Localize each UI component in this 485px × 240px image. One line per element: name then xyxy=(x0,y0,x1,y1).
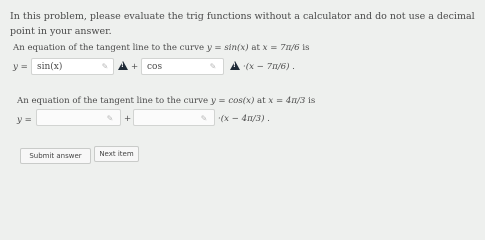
warning-icon: ! xyxy=(118,61,128,70)
q1-plus: + xyxy=(131,62,139,72)
pencil-icon[interactable]: ✎ xyxy=(106,114,114,123)
q1-answer-box-1[interactable]: sin(x) xyxy=(31,58,114,75)
question-1-prompt: An equation of the tangent line to the curve y = sin(x) at x = 7π/6 is xyxy=(13,43,310,53)
q1-tail: ·(x − 7π/6) . xyxy=(243,62,295,72)
pencil-icon[interactable]: ✎ xyxy=(200,114,208,123)
instructions-text: In this problem, please evaluate the trig functions without a calculator and do not use a decimal point in your answer. xyxy=(10,11,475,37)
warning-icon: ! xyxy=(230,61,240,70)
question-2-prompt: An equation of the tangent line to the curve y = cos(x) at x = 4π/3 is xyxy=(17,96,316,106)
q2-plus: + xyxy=(124,114,132,124)
q2-tail: ·(x − 4π/3) . xyxy=(218,114,270,124)
pencil-icon[interactable]: ✎ xyxy=(209,62,217,71)
next-item-button[interactable]: Next item xyxy=(94,146,139,162)
submit-answer-button[interactable]: Submit answer xyxy=(20,148,91,164)
pencil-icon[interactable]: ✎ xyxy=(101,62,109,71)
question-2-y-equals: y = xyxy=(17,115,32,125)
question-1-y-equals: y = xyxy=(13,62,28,72)
q1-answer-box-2[interactable]: cos xyxy=(141,58,224,75)
